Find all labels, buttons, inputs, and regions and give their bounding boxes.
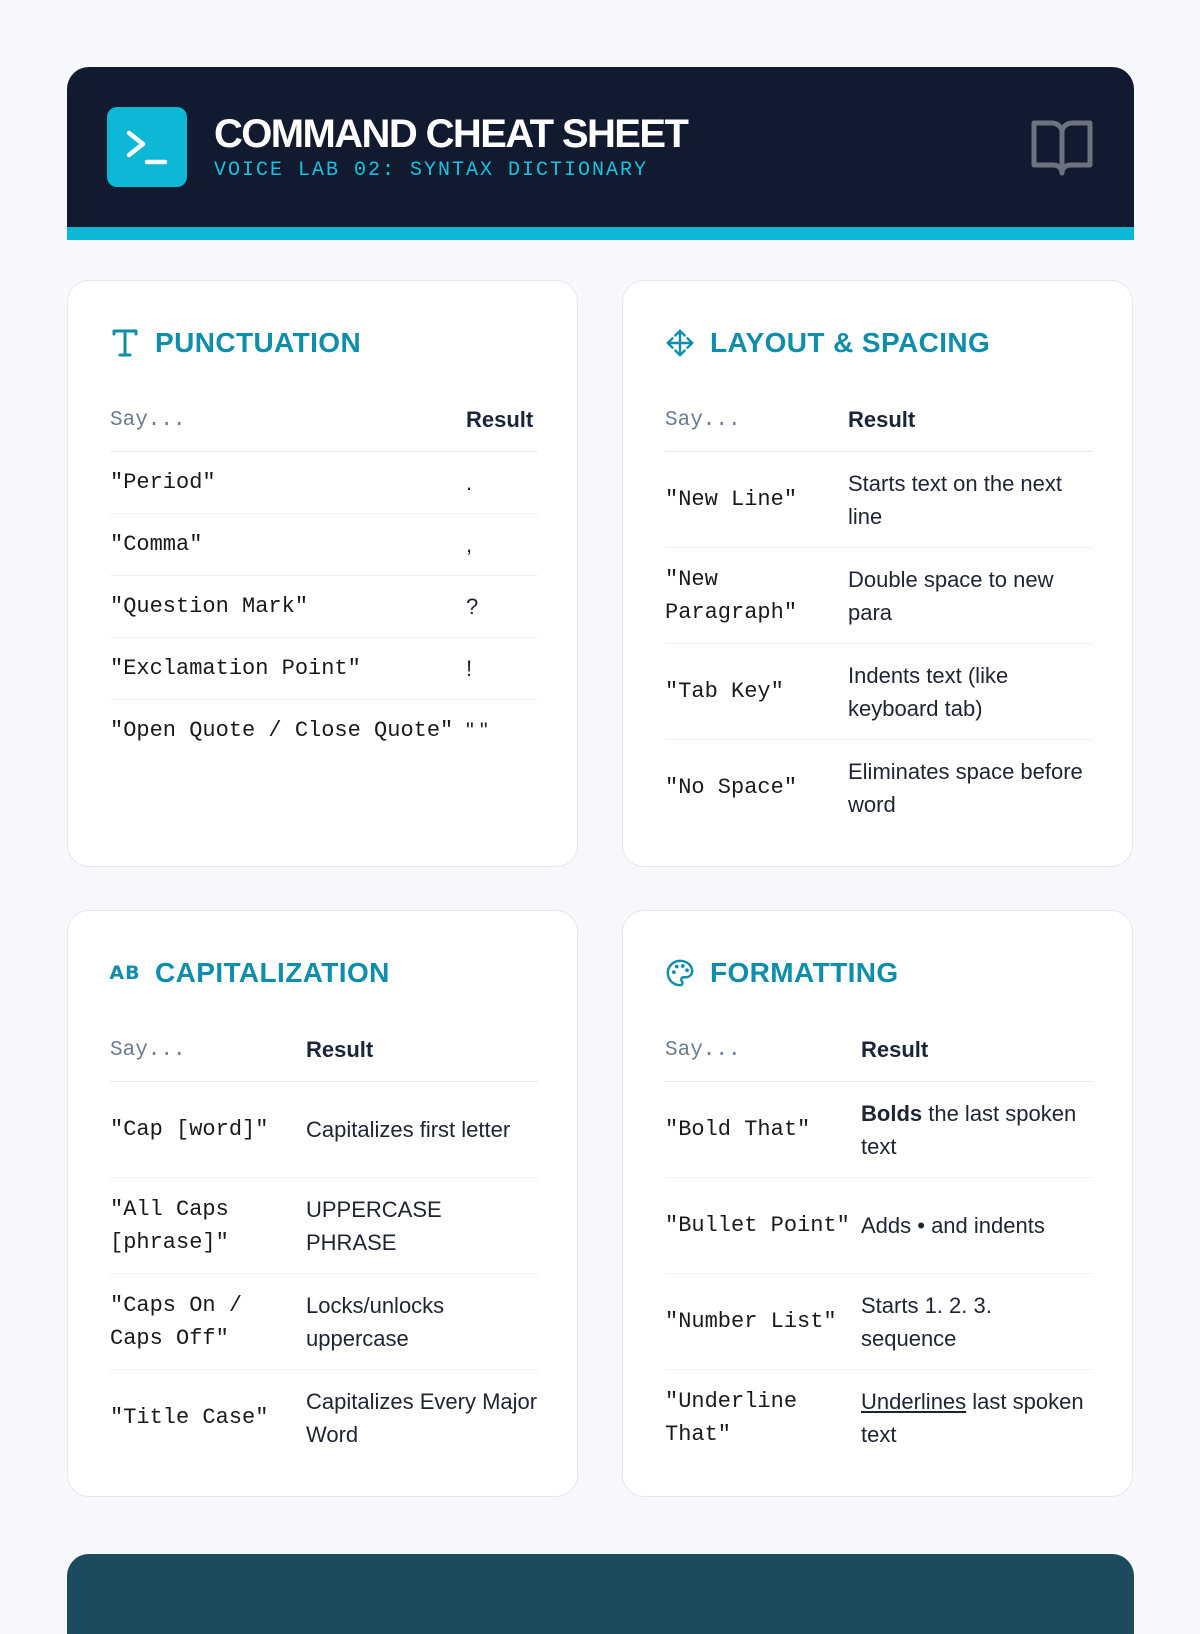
column-header-say: Say...: [110, 1019, 306, 1082]
command-phrase: "Caps On / Caps Off": [110, 1274, 306, 1370]
command-phrase: "Open Quote / Close Quote": [110, 718, 454, 743]
page-subtitle: VOICE LAB 02: SYNTAX DICTIONARY: [214, 159, 649, 182]
command-result: Adds • and indents: [861, 1178, 1093, 1274]
move-arrows-icon: [665, 328, 695, 358]
command-result: " ": [466, 718, 488, 743]
command-phrase: "Period": [110, 452, 466, 514]
command-phrase: "Comma": [110, 514, 466, 576]
command-result: Indents text (like keyboard tab): [848, 644, 1093, 740]
command-table: [665, 389, 1093, 835]
table-row: [110, 1178, 538, 1274]
header-banner: [67, 67, 1134, 240]
command-phrase: "New Line": [665, 452, 848, 548]
command-phrase: "Bullet Point": [665, 1178, 861, 1274]
table-row: [665, 1370, 1093, 1466]
table-row: [110, 514, 538, 576]
terminal-prompt-icon: [107, 107, 187, 187]
text-type-icon: [110, 328, 140, 358]
command-phrase: "Tab Key": [665, 644, 848, 740]
table-row: [110, 576, 538, 638]
command-phrase: "Underline That": [665, 1388, 798, 1447]
result-emphasis: Underlines: [861, 1388, 967, 1414]
ab-letters-icon: AB: [109, 962, 141, 984]
column-header-say: Say...: [665, 1019, 861, 1082]
table-row: [665, 548, 1093, 644]
command-table: [665, 1019, 1093, 1465]
command-phrase: "Bold That": [665, 1082, 861, 1178]
table-row: [665, 1082, 1093, 1178]
section-title: PUNCTUATION: [155, 327, 362, 358]
result-text: the last spoken text: [861, 1100, 1077, 1159]
punctuation-card: [67, 280, 578, 867]
header-accent-bar: [67, 227, 1134, 240]
command-phrase: "No Space": [665, 775, 798, 800]
table-row: [110, 452, 538, 514]
command-result: Locks/unlocks uppercase: [306, 1274, 538, 1370]
command-result: Starts text on the next line: [848, 452, 1093, 548]
table-row: [665, 644, 1093, 740]
command-result: [861, 1370, 1093, 1466]
table-row: [110, 1082, 538, 1178]
command-result: ,: [466, 514, 538, 576]
section-title: LAYOUT & SPACING: [710, 327, 991, 358]
section-header: [110, 953, 390, 993]
section-title: FORMATTING: [710, 957, 899, 988]
command-phrase: "Question Mark": [110, 576, 466, 638]
command-result: ?: [466, 576, 538, 638]
table-row: [110, 1370, 538, 1466]
command-table: [110, 1019, 538, 1465]
capitalization-card: [67, 910, 578, 1497]
command-result: UPPERCASE PHRASE: [306, 1178, 538, 1274]
table-row: [665, 452, 1093, 548]
command-result: Capitalizes Every Major Word: [306, 1388, 538, 1447]
command-result: Starts 1. 2. 3. sequence: [861, 1274, 1093, 1370]
column-header-say: Say...: [110, 389, 466, 452]
footer-banner: [67, 1554, 1134, 1634]
command-result: Eliminates space before word: [848, 758, 1083, 817]
table-row: [665, 1178, 1093, 1274]
command-phrase: "All Caps [phrase]": [110, 1178, 306, 1274]
result-text: last spoken text: [861, 1388, 1084, 1447]
command-result: Double space to new para: [848, 548, 1093, 644]
column-header-result: Result: [306, 1019, 538, 1082]
table-row: [110, 638, 538, 700]
section-header: [665, 323, 990, 363]
column-header-say: Say...: [665, 389, 848, 452]
layout-spacing-card: [622, 280, 1133, 867]
table-row: [110, 700, 538, 762]
command-result: [861, 1082, 1093, 1178]
command-phrase: "Cap [word]": [110, 1082, 306, 1178]
column-header-result: Result: [466, 389, 538, 452]
table-row: [665, 1274, 1093, 1370]
column-header-result: Result: [861, 1019, 1093, 1082]
table-row: [665, 740, 1093, 836]
section-header: [110, 323, 361, 363]
command-table: [110, 389, 538, 761]
open-book-icon: [1030, 117, 1094, 182]
command-phrase: "Number List": [665, 1274, 861, 1370]
column-header-result: Result: [848, 389, 1093, 452]
section-header: [665, 953, 899, 993]
palette-icon: [665, 958, 695, 988]
command-phrase: "Exclamation Point": [110, 638, 466, 700]
table-row: [110, 1274, 538, 1370]
command-phrase: "New Paragraph": [665, 548, 848, 644]
result-emphasis: Bolds: [861, 1100, 923, 1126]
section-title: CAPITALIZATION: [155, 957, 390, 988]
formatting-card: [622, 910, 1133, 1497]
command-phrase: "Title Case": [110, 1405, 269, 1430]
command-result: .: [466, 452, 538, 514]
command-result: !: [466, 638, 538, 700]
command-result: Capitalizes first letter: [306, 1082, 538, 1178]
page-title: COMMAND CHEAT SHEET: [214, 112, 688, 156]
